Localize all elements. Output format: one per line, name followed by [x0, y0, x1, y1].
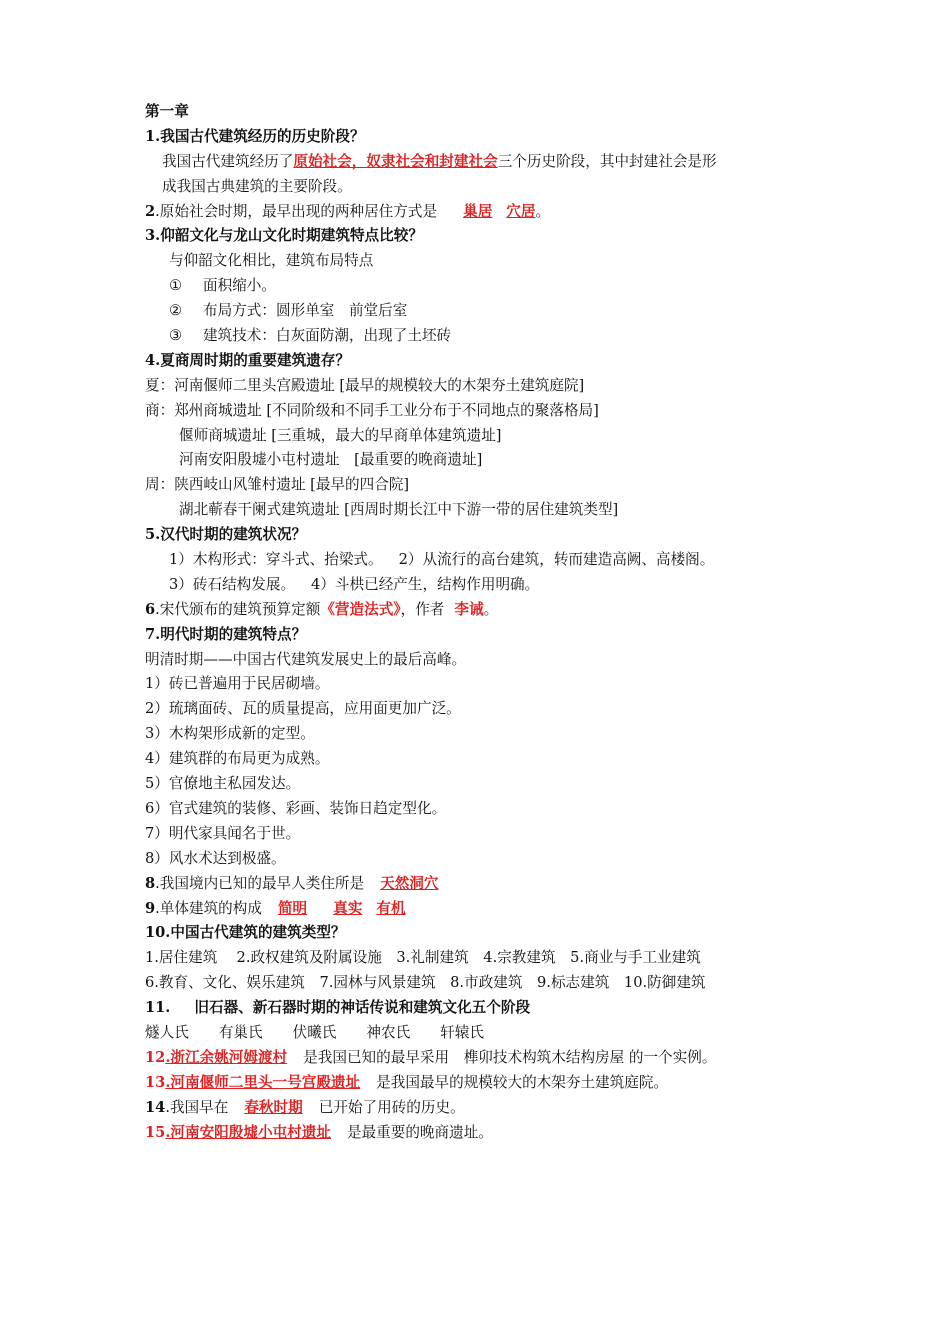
q3-item: [145, 299, 825, 324]
q13-number: 13: [145, 1073, 166, 1091]
q8-answer: 天然洞穴: [380, 874, 439, 892]
q6-end: 。: [483, 600, 499, 618]
q5-item: 2）从流行的高台建筑，转而建造高阙、高楼阁。: [398, 551, 715, 569]
q8-text: .我国境内已知的最早人类住所是: [155, 874, 365, 892]
q7-item: 2）琉璃面砖、瓦的质量提高，应用面更加广泛。: [145, 700, 461, 718]
q7-item: 1）砖已普遍用于民居砌墙。: [145, 675, 330, 693]
q13-line: [145, 1071, 825, 1096]
q7-title: 7.明代时期的建筑特点？: [145, 625, 307, 643]
document-page: [145, 100, 825, 1145]
q3-item-text: 面积缩小。: [203, 277, 276, 295]
chapter-title: 第一章: [145, 103, 189, 120]
q15-answer: .河南安阳殷墟小屯村遗址: [165, 1123, 331, 1141]
q2-number: 2: [145, 202, 156, 220]
q7-item: 6）官式建筑的装修、彩画、装饰日趋定型化。: [145, 799, 447, 817]
q3-title: 3.仰韶文化与龙山文化时期建筑特点比较？: [145, 227, 423, 245]
q2-line: [145, 200, 825, 225]
q10-line-1: 1.居住建筑 2.政权建筑及附属设施 3.礼制建筑 4.宗教建筑 5.商业与手工业建筑: [145, 949, 701, 967]
q14-text: .我国早在: [165, 1098, 229, 1116]
q14-end: 已开始了用砖的历史。: [318, 1098, 465, 1116]
q5-item: 3）砖石结构发展。: [169, 575, 296, 593]
q8-line: [145, 872, 825, 897]
q6-line: [145, 598, 825, 623]
q11-title-line: [145, 996, 825, 1021]
q3-item-marker: ①: [169, 277, 183, 295]
q5-item: 4）斗栱已经产生，结构作用明确。: [311, 575, 540, 593]
q1-text-pre: 我国古代建筑经历了: [162, 152, 294, 170]
q7-item: 3）木构架形成新的定型。: [145, 725, 315, 743]
q2-answer-2: 穴居: [506, 202, 536, 220]
q7-item: 4）建筑群的布局更为成熟。: [145, 750, 330, 768]
q3-item: [145, 324, 825, 349]
q12-line: [145, 1046, 825, 1071]
q14-line: [145, 1096, 825, 1121]
q3-item-marker: ③: [169, 327, 183, 345]
q4-line: 湖北蕲春干阑式建筑遗址 [西周时期长江中下游一带的居住建筑类型]: [179, 501, 619, 519]
q3-item-text: 布局方式：圆形单室 前堂后室: [203, 302, 408, 320]
q1-highlight: 原始社会，奴隶社会和封建社会: [293, 152, 498, 170]
q14-number: 14: [145, 1098, 166, 1116]
q12-answer: .浙江余姚河姆渡村: [165, 1048, 288, 1066]
q12-number: 12: [145, 1048, 166, 1066]
q3-item: [145, 274, 825, 299]
q9-answer-2: 真实: [333, 899, 363, 917]
q7-item: 7）明代家具闻名于世。: [145, 824, 301, 842]
q11-name: 神农氏: [366, 1023, 411, 1041]
q9-answer-1: 简明: [277, 899, 308, 917]
q2-answer-1: 巢居: [463, 202, 493, 220]
q10-line-2: 6.教育、文化、娱乐建筑 7.园林与风景建筑 8.市政建筑 9.标志建筑 10.防御建筑: [145, 974, 706, 992]
q3-item-marker: ②: [169, 302, 183, 320]
q4-title: 4.夏商周时期的重要建筑遗存？: [145, 351, 350, 369]
q2-end: 。: [535, 202, 551, 220]
q11-name: 燧人氏: [145, 1023, 189, 1041]
q7-item: 8）风水术达到极盛。: [145, 849, 286, 867]
q11-number: 11.: [145, 999, 171, 1017]
q6-text: .宋代颁布的建筑预算定额: [155, 600, 321, 618]
q6-mid: ，作者: [400, 600, 445, 618]
q4-line: 周：陕西岐山风雏村遗址 [最早的四合院]: [145, 476, 410, 494]
q15-line: [145, 1121, 825, 1146]
q9-line: [145, 897, 825, 922]
q1-answer-line-2: 成我国古典建筑的主要阶段。: [162, 177, 352, 195]
q1-title: 1.我国古代建筑经历的历史阶段？: [145, 127, 365, 145]
q4-line: 夏：河南偃师二里头宫殿遗址 [最早的规模较大的木架夯土建筑庭院]: [145, 376, 585, 394]
q5-line-1: [145, 548, 825, 573]
q5-line-2: [145, 573, 825, 598]
q4-line: 商：郑州商城遗址 [不同阶级和不同手工业分布于不同地点的聚落格局]: [145, 401, 599, 419]
q1-text-post: 三个历史阶段，其中封建社会是形: [497, 152, 717, 170]
q15-number: 15: [145, 1123, 166, 1141]
q11-name: 轩辕氏: [440, 1023, 484, 1041]
q6-answer-1: 《营造法式》: [320, 600, 401, 618]
q3-item-text: 建筑技术：白灰面防潮，出现了土坯砖: [203, 327, 452, 345]
q9-number: 9: [145, 899, 156, 917]
q1-answer-line-1: [145, 150, 825, 175]
q15-text: 是最重要的晚商遗址。: [346, 1123, 493, 1141]
q7-item: 5）官僚地主私园发达。: [145, 775, 301, 793]
q11-name: 伏曦氏: [292, 1023, 337, 1041]
q11-name: 有巢氏: [218, 1023, 263, 1041]
q10-title: 10.中国古代建筑的建筑类型？: [145, 924, 346, 942]
q3-intro: 与仰韶文化相比，建筑布局特点: [169, 252, 374, 270]
q9-answer-3: 有机: [376, 899, 406, 917]
q13-text: 是我国最早的规模较大的木架夯土建筑庭院。: [376, 1073, 669, 1091]
q6-answer-2: 李诫: [454, 600, 484, 618]
q5-item: 1）木构形式：穿斗式、抬梁式。: [169, 551, 383, 569]
q5-title: 5.汉代时期的建筑状况？: [145, 526, 307, 544]
q13-answer: .河南偃师二里头一号宫殿遗址: [165, 1073, 361, 1091]
q4-line: 偃师商城遗址 [三重城，最大的早商单体建筑遗址]: [179, 426, 502, 444]
q9-text: .单体建筑的构成: [155, 899, 262, 917]
q11-title: 旧石器、新石器时期的神话传说和建筑文化五个阶段: [194, 999, 531, 1017]
q12-text: 是我国已知的最早采用 榫卯技术构筑木结构房屋 的一个实例。: [303, 1048, 717, 1066]
q11-names: [145, 1021, 825, 1046]
q6-number: 6: [145, 600, 156, 618]
q14-answer: 春秋时期: [244, 1098, 303, 1116]
q7-intro: 明清时期——中国古代建筑发展史上的最后高峰。: [145, 650, 467, 668]
q8-number: 8: [145, 874, 156, 892]
q4-line: 河南安阳殷墟小屯村遗址 [最重要的晚商遗址]: [179, 451, 483, 469]
q2-text: .原始社会时期，最早出现的两种居住方式是: [155, 202, 438, 220]
